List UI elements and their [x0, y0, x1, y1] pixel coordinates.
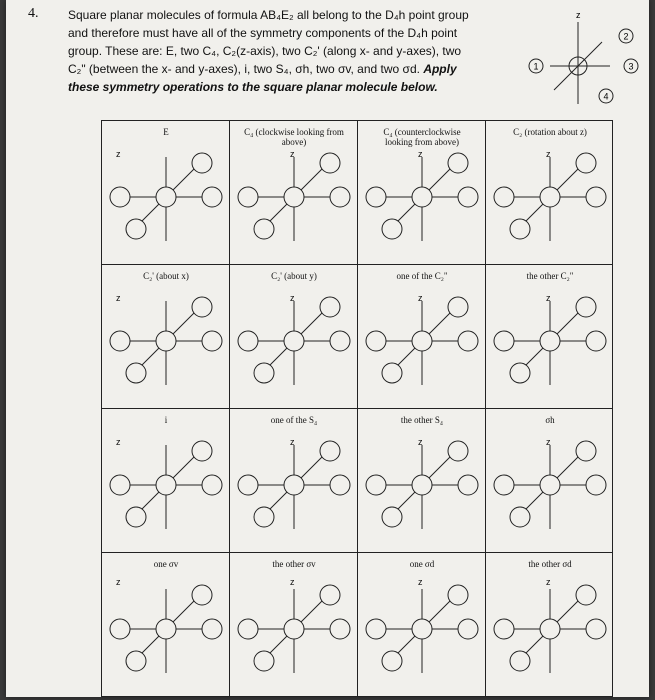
operation-cell — [102, 265, 230, 409]
z-axis-label: z — [116, 293, 121, 303]
z-axis-label: z — [290, 437, 295, 447]
molecule-diagram — [102, 121, 230, 265]
z-axis-label: z — [290, 293, 295, 303]
molecule-diagram — [358, 553, 486, 697]
operation-cell — [486, 409, 614, 553]
molecule-diagram — [230, 265, 358, 409]
operation-label: C₂ (rotation about z) — [513, 127, 587, 137]
molecule-diagram — [486, 409, 614, 553]
question-line-2: and therefore must have all of the symmetry components of the D₄h point — [68, 26, 458, 40]
molecule-diagram — [230, 553, 358, 697]
molecule-diagram — [358, 409, 486, 553]
operation-cell — [102, 409, 230, 553]
svg-text:2: 2 — [623, 31, 629, 42]
operation-cell — [358, 121, 486, 265]
molecule-diagram — [486, 553, 614, 697]
molecule-diagram — [486, 265, 614, 409]
molecule-diagram — [102, 553, 230, 697]
z-axis-label: z — [116, 437, 121, 447]
molecule-diagram — [358, 121, 486, 265]
z-axis-label: z — [546, 437, 551, 447]
question-line-4: C₂" (between the x- and y-axes), i, two S₄, σh, two σv, and two σd. Apply — [68, 62, 457, 76]
operation-cell — [230, 121, 358, 265]
z-axis-label: z — [116, 577, 121, 587]
question-number: 4. — [28, 6, 39, 21]
z-axis-label: z — [290, 149, 295, 159]
instruction-line: these symmetry operations to the square planar molecule below. — [68, 80, 438, 94]
question-line-3: group. These are: E, two C₄, C₂(z-axis), two C₂' (along x- and y-axes), two — [68, 44, 462, 58]
operation-label: the other S₄ — [400, 415, 444, 425]
symmetry-operations-table — [101, 120, 613, 697]
z-axis-label: z — [116, 149, 121, 159]
operation-label: one σv — [153, 559, 179, 569]
operation-cell — [358, 553, 486, 697]
svg-text:4: 4 — [603, 91, 609, 102]
svg-text:1: 1 — [533, 61, 539, 72]
operation-cell — [102, 121, 230, 265]
instruction-apply: Apply — [423, 62, 457, 76]
reference-z-label: z — [576, 10, 581, 20]
operation-label: i — [164, 415, 168, 425]
z-axis-label: z — [418, 577, 423, 587]
question-line-1: Square planar molecules of formula AB₄E₂ all belong to the D₄h point group — [68, 8, 469, 22]
operation-label: E — [163, 127, 169, 137]
operation-label: the other C₂" — [526, 271, 574, 281]
z-axis-label: z — [418, 437, 423, 447]
molecule-diagram — [230, 121, 358, 265]
operation-cell — [358, 409, 486, 553]
operation-label: the other σd — [528, 559, 572, 569]
operation-cell — [486, 121, 614, 265]
operation-label: C₂' (about x) — [143, 271, 189, 281]
molecule-diagram — [102, 409, 230, 553]
operation-cell — [230, 553, 358, 697]
operation-label: σh — [545, 415, 555, 425]
molecule-diagram — [486, 121, 614, 265]
operation-label: one of the S₄ — [270, 415, 318, 425]
svg-text:3: 3 — [628, 61, 634, 72]
worksheet — [6, 0, 649, 697]
z-axis-label: z — [546, 577, 551, 587]
operation-label: one of the C₂" — [396, 271, 448, 281]
reference-molecule-diagram — [514, 8, 642, 110]
operation-cell — [230, 409, 358, 553]
operation-label: the other σv — [272, 559, 316, 569]
z-axis-label: z — [290, 577, 295, 587]
operation-label: C₂' (about y) — [271, 271, 317, 281]
molecule-diagram — [358, 265, 486, 409]
operation-cell — [358, 265, 486, 409]
z-axis-label: z — [546, 149, 551, 159]
z-axis-label: z — [418, 293, 423, 303]
operation-cell — [230, 265, 358, 409]
z-axis-label: z — [546, 293, 551, 303]
z-axis-label: z — [418, 149, 423, 159]
molecule-diagram — [102, 265, 230, 409]
operation-label: one σd — [409, 559, 435, 569]
operation-label: C₄ (clockwise looking from above) — [244, 127, 344, 147]
operation-cell — [102, 553, 230, 697]
operation-cell — [486, 265, 614, 409]
molecule-diagram — [230, 409, 358, 553]
operation-cell — [486, 553, 614, 697]
question-text — [68, 6, 518, 96]
operation-label: C₄ (counterclockwise looking from above) — [383, 127, 461, 147]
